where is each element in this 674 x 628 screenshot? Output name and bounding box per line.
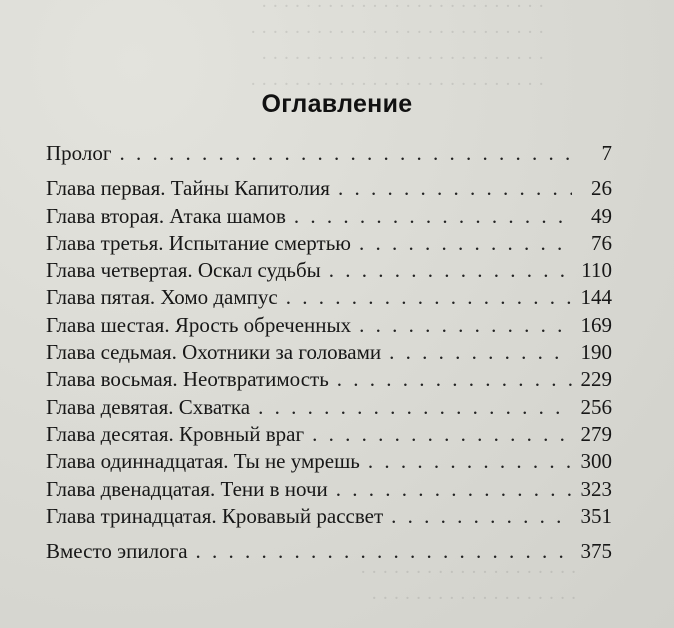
dot-leader xyxy=(312,421,572,448)
bleed-through-text-bottom: · · · · · · · · · · · · · · · · · · · · · · · · · · · · · · · · · · · · · · · xyxy=(360,562,577,609)
toc-entry-page: 279 xyxy=(580,421,612,446)
toc-entry-title: Глава одиннадцатая. Ты не умрешь xyxy=(46,449,360,474)
toc-entry xyxy=(46,538,612,565)
toc-entry xyxy=(46,366,612,393)
toc-entry xyxy=(46,284,612,311)
dot-leader xyxy=(258,394,572,421)
toc-entry-title: Глава десятая. Кровный враг xyxy=(46,421,305,446)
toc-entry-page: 351 xyxy=(580,503,612,528)
dot-leader xyxy=(359,312,572,339)
toc-entry-page: 144 xyxy=(580,285,612,310)
dot-leader xyxy=(329,257,572,284)
dot-leader xyxy=(368,448,572,475)
toc-list xyxy=(46,140,612,565)
dot-leader xyxy=(389,339,572,366)
toc-entry-page: 229 xyxy=(580,367,612,392)
toc-entry-page: 300 xyxy=(580,449,612,474)
toc-entry-title: Глава девятая. Схватка xyxy=(46,394,251,419)
toc-entry xyxy=(46,421,612,448)
toc-entry xyxy=(46,203,612,230)
toc-entry-title: Глава пятая. Хомо дампус xyxy=(46,285,278,310)
toc-entry-title: Глава первая. Тайны Капитолия xyxy=(46,176,330,201)
toc-entry xyxy=(46,394,612,421)
dot-leader xyxy=(338,175,572,202)
toc-entry-page: 76 xyxy=(591,230,612,255)
toc-entry-title: Глава вторая. Атака шамов xyxy=(46,203,286,228)
toc-entry xyxy=(46,448,612,475)
toc-entry xyxy=(46,476,612,503)
dot-leader xyxy=(337,366,572,393)
dot-leader xyxy=(286,284,572,311)
toc-entry xyxy=(46,175,612,202)
dot-leader xyxy=(336,476,572,503)
toc-entry-page: 375 xyxy=(580,539,612,564)
toc-entry-page: 26 xyxy=(591,176,612,201)
dot-leader xyxy=(119,140,572,167)
toc-entry xyxy=(46,339,612,366)
toc-entry-page: 169 xyxy=(580,312,612,337)
dot-leader xyxy=(391,503,572,530)
toc-entry xyxy=(46,230,612,257)
dot-leader xyxy=(294,203,572,230)
toc-entry-page: 49 xyxy=(591,203,612,228)
bleed-through-text-top: · · · · · · · · · · · · · · · · · · · · · · · · · · · · · · · · · · · · · · · · · · · · · · · · · · · · · · · · · · · · · · · · · · · · · · · · · · · · · · · · · · · · · · · · · · · · · · · · · · · · · · · · · · xyxy=(250,0,545,95)
toc-entry xyxy=(46,503,612,530)
toc-entry-title: Глава двенадцатая. Тени в ночи xyxy=(46,476,328,501)
toc-entry-page: 256 xyxy=(580,394,612,419)
toc-entry-page: 110 xyxy=(581,258,612,283)
dot-leader xyxy=(196,538,572,565)
toc-entry xyxy=(46,140,612,167)
toc-entry-title: Глава седьмая. Охотники за головами xyxy=(46,340,382,365)
toc-entry xyxy=(46,312,612,339)
toc-entry-title: Глава шестая. Ярость обреченных xyxy=(46,312,352,337)
toc-heading: Оглавление xyxy=(261,90,413,118)
toc-entry-page: 7 xyxy=(601,141,612,165)
dot-leader xyxy=(359,230,572,257)
toc-entry xyxy=(46,257,612,284)
toc-entry-title: Глава восьмая. Неотвратимость xyxy=(46,367,329,392)
toc-entry-title: Глава третья. Испытание смертью xyxy=(46,230,351,255)
toc-entry-title: Глава тринадцатая. Кровавый рассвет xyxy=(46,503,384,528)
toc-entry-page: 190 xyxy=(580,340,612,365)
toc-entry-title: Глава четвертая. Оскал судьбы xyxy=(46,258,321,283)
toc-entry-title: Вместо эпилога xyxy=(46,539,188,564)
toc-entry-title: Пролог xyxy=(46,141,112,165)
toc-entry-page: 323 xyxy=(580,476,612,501)
